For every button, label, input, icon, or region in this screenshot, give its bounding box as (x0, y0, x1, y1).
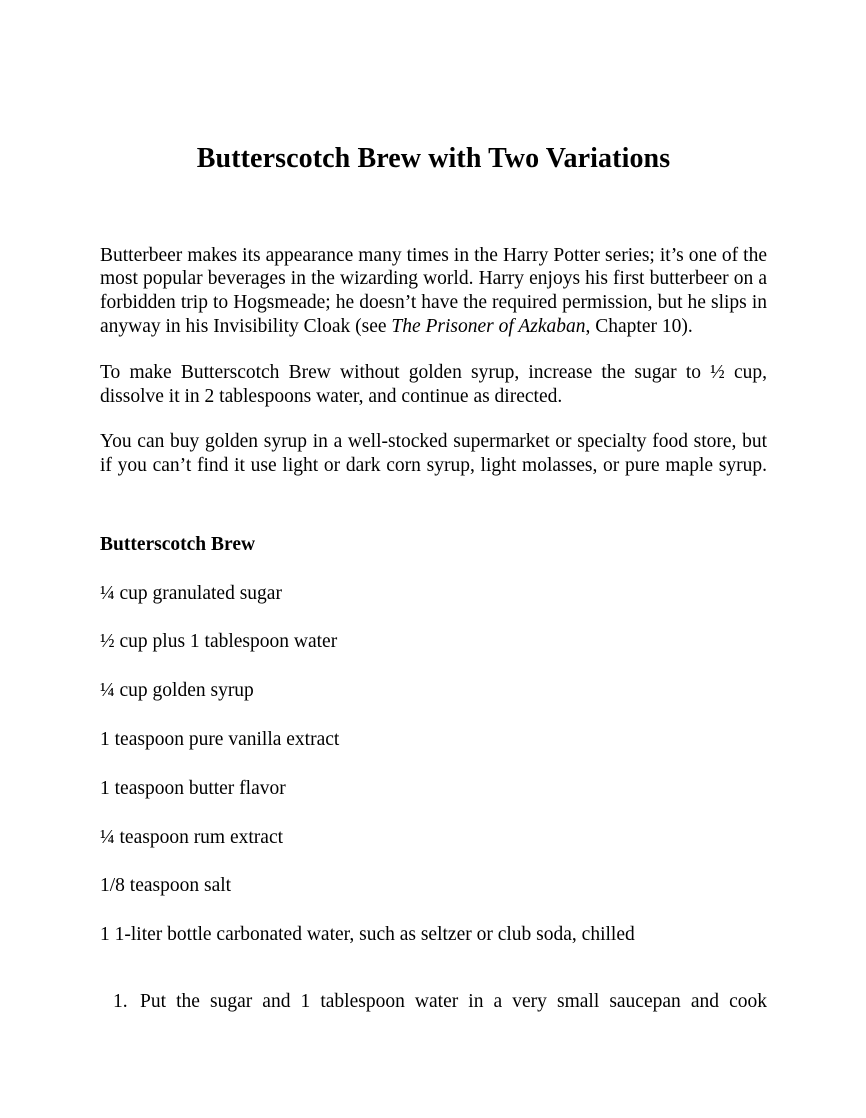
ingredient-item: ¼ cup granulated sugar (100, 582, 282, 604)
ingredient-item: 1 teaspoon pure vanilla extract (100, 728, 340, 750)
ingredient-item: 1/8 teaspoon salt (100, 875, 232, 897)
document-content (100, 0, 767, 1038)
book-title-italic: The Prisoner of Azkaban (391, 315, 586, 337)
page-title: Butterscotch Brew with Two Variations (196, 143, 671, 174)
ingredient-item: ¼ cup golden syrup (100, 680, 254, 702)
ingredient-item: 1 1-liter bottle carbonated water, such as seltzer or club soda, chilled (100, 924, 635, 946)
ingredient-item: ¼ teaspoon rum extract (100, 826, 284, 848)
recipe-step (100, 947, 767, 1038)
ingredient-item: ½ cup plus 1 tablespoon water (100, 631, 338, 653)
intro-paragraph-1-text-before: Butterbeer makes its appearance many times in the Harry Potter series; it’s one of the most popular beverages in the wizarding world. Harry enjoys his first butterbeer on a forbidden trip to Hogsmeade; he doesn’t have the required permission, but he slips in anyway in his Invisibility Cloak (see (100, 244, 767, 337)
recipe-heading: Butterscotch Brew (100, 533, 256, 555)
intro-paragraph-1 (100, 244, 767, 339)
ingredient-item: 1 teaspoon butter flavor (100, 777, 286, 799)
step-number: 1. (113, 990, 128, 1012)
intro-paragraph-2: To make Butterscotch Brew without golden syrup, increase the sugar to ½ cup, dissolve it in 2 tablespoons water, and continue as directed. (100, 361, 767, 407)
step-text: Put the sugar and 1 tablespoon water in a very small saucepan and cook (140, 990, 767, 1012)
intro-paragraph-1-text-after: , Chapter 10). (585, 315, 693, 337)
intro-paragraph-3: You can buy golden syrup in a well-stocked supermarket or specialty food store, but if you can’t find it use light or dark corn syrup, light molasses, or pure maple syrup. (100, 431, 767, 477)
recipe-steps-list (100, 947, 767, 1038)
